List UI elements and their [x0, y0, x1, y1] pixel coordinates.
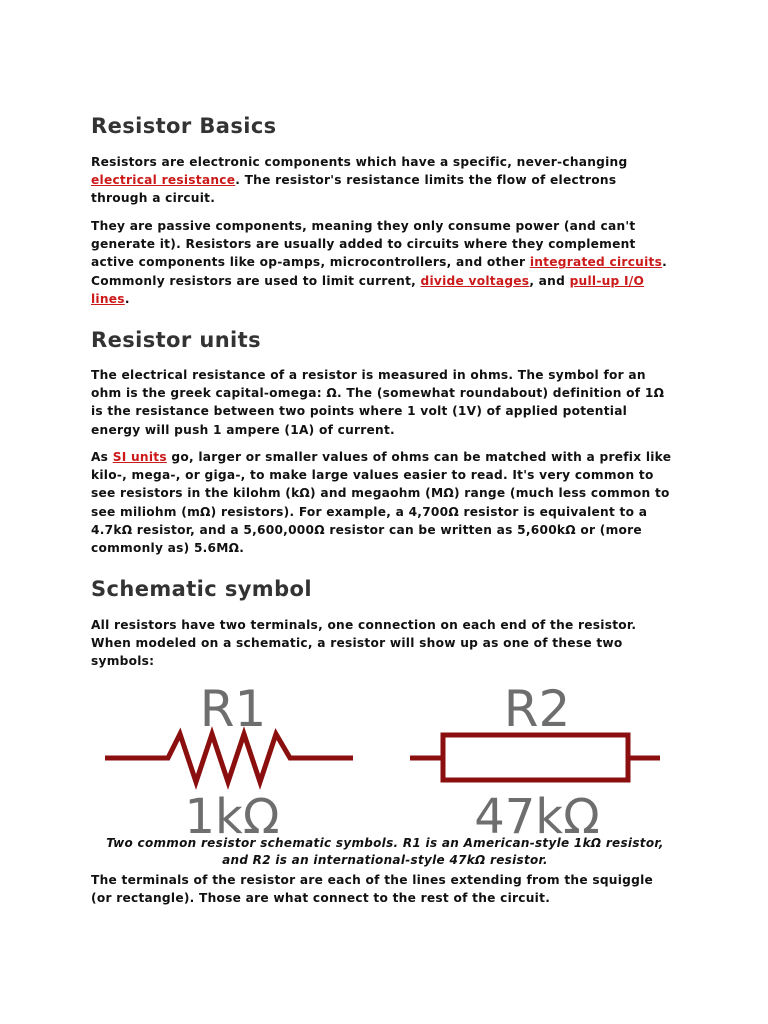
text: go, larger or smaller values of ohms can be matched with a prefix like kilo-, mega-, or giga-, to make large values easier to read. It's very common to see resistors in the kilohm (kΩ) and megaohm (MΩ) range (much less common to see miliohm (mΩ) resistors). For example, a 4,700Ω resistor is equivalent to a 4.7kΩ resistor, and a 5,600,000Ω resistor can be written as 5,600kΩ or (more commonly as) 5.6MΩ. — [91, 450, 672, 556]
link-pull-up-io-lines[interactable]: pull-up I/O lines — [91, 273, 645, 306]
schematic-drawing — [100, 668, 668, 840]
heading-schematic-symbol: Schematic symbol — [91, 577, 312, 601]
american-resistor-symbol — [105, 734, 353, 782]
r2-value: 47kΩ — [474, 789, 600, 840]
resistor-symbols-figure — [100, 668, 668, 840]
text: As — [91, 450, 113, 464]
link-electrical-resistance[interactable]: electrical resistance — [91, 173, 236, 188]
paragraph-units-1: The electrical resistance of a resistor is measured in ohms. The symbol for an ohm is the greek capital-omega: Ω. The (somewhat roundabout) definition of 1Ω is the resistance between two points where 1 volt (1V) of applied potential energy will push 1 ampere (1A) of current. — [91, 368, 665, 437]
link-divide-voltages[interactable]: divide voltages — [420, 273, 530, 288]
r1-value: 1kΩ — [184, 789, 280, 840]
text: , and — [529, 273, 570, 288]
heading-resistor-basics: Resistor Basics — [91, 114, 277, 138]
text: They are passive components, meaning they only consume power (and can't generate it). Resistors are usually added to circuits where they complement active components like op-amps, microcontrollers, and other — [91, 219, 636, 270]
text: . — [124, 291, 130, 306]
r1-label: R1 — [199, 680, 267, 738]
text: . Commonly resistors are used to limit current, — [91, 255, 667, 288]
paragraph-schematic-1: All resistors have two terminals, one connection on each end of the resistor. When modeled on a schematic, a resistor will show up as one of these two symbols: — [91, 618, 637, 669]
paragraph-basics-1 — [91, 153, 651, 208]
international-resistor-symbol — [410, 735, 660, 780]
figure-caption: Two common resistor schematic symbols. R1 is an American-style 1kΩ resistor, and R2 is an international-style 47kΩ resistor. — [106, 836, 664, 867]
paragraph-units-2 — [91, 448, 681, 557]
link-integrated-circuits[interactable]: integrated circuits — [529, 255, 663, 270]
r2-label: R2 — [503, 680, 571, 738]
paragraph-schematic-2: The terminals of the resistor are each of the lines extending from the squiggle (or rectangle). Those are what connect to the rest of the circuit. — [91, 873, 654, 906]
heading-resistor-units: Resistor units — [91, 328, 261, 352]
link-si-units[interactable]: SI units — [112, 450, 167, 464]
paragraph-basics-2 — [91, 217, 671, 308]
text: Resistors are electronic components which have a specific, never-changing — [91, 155, 628, 169]
text: . The resistor's resistance limits the flow of electrons through a circuit. — [91, 173, 617, 206]
